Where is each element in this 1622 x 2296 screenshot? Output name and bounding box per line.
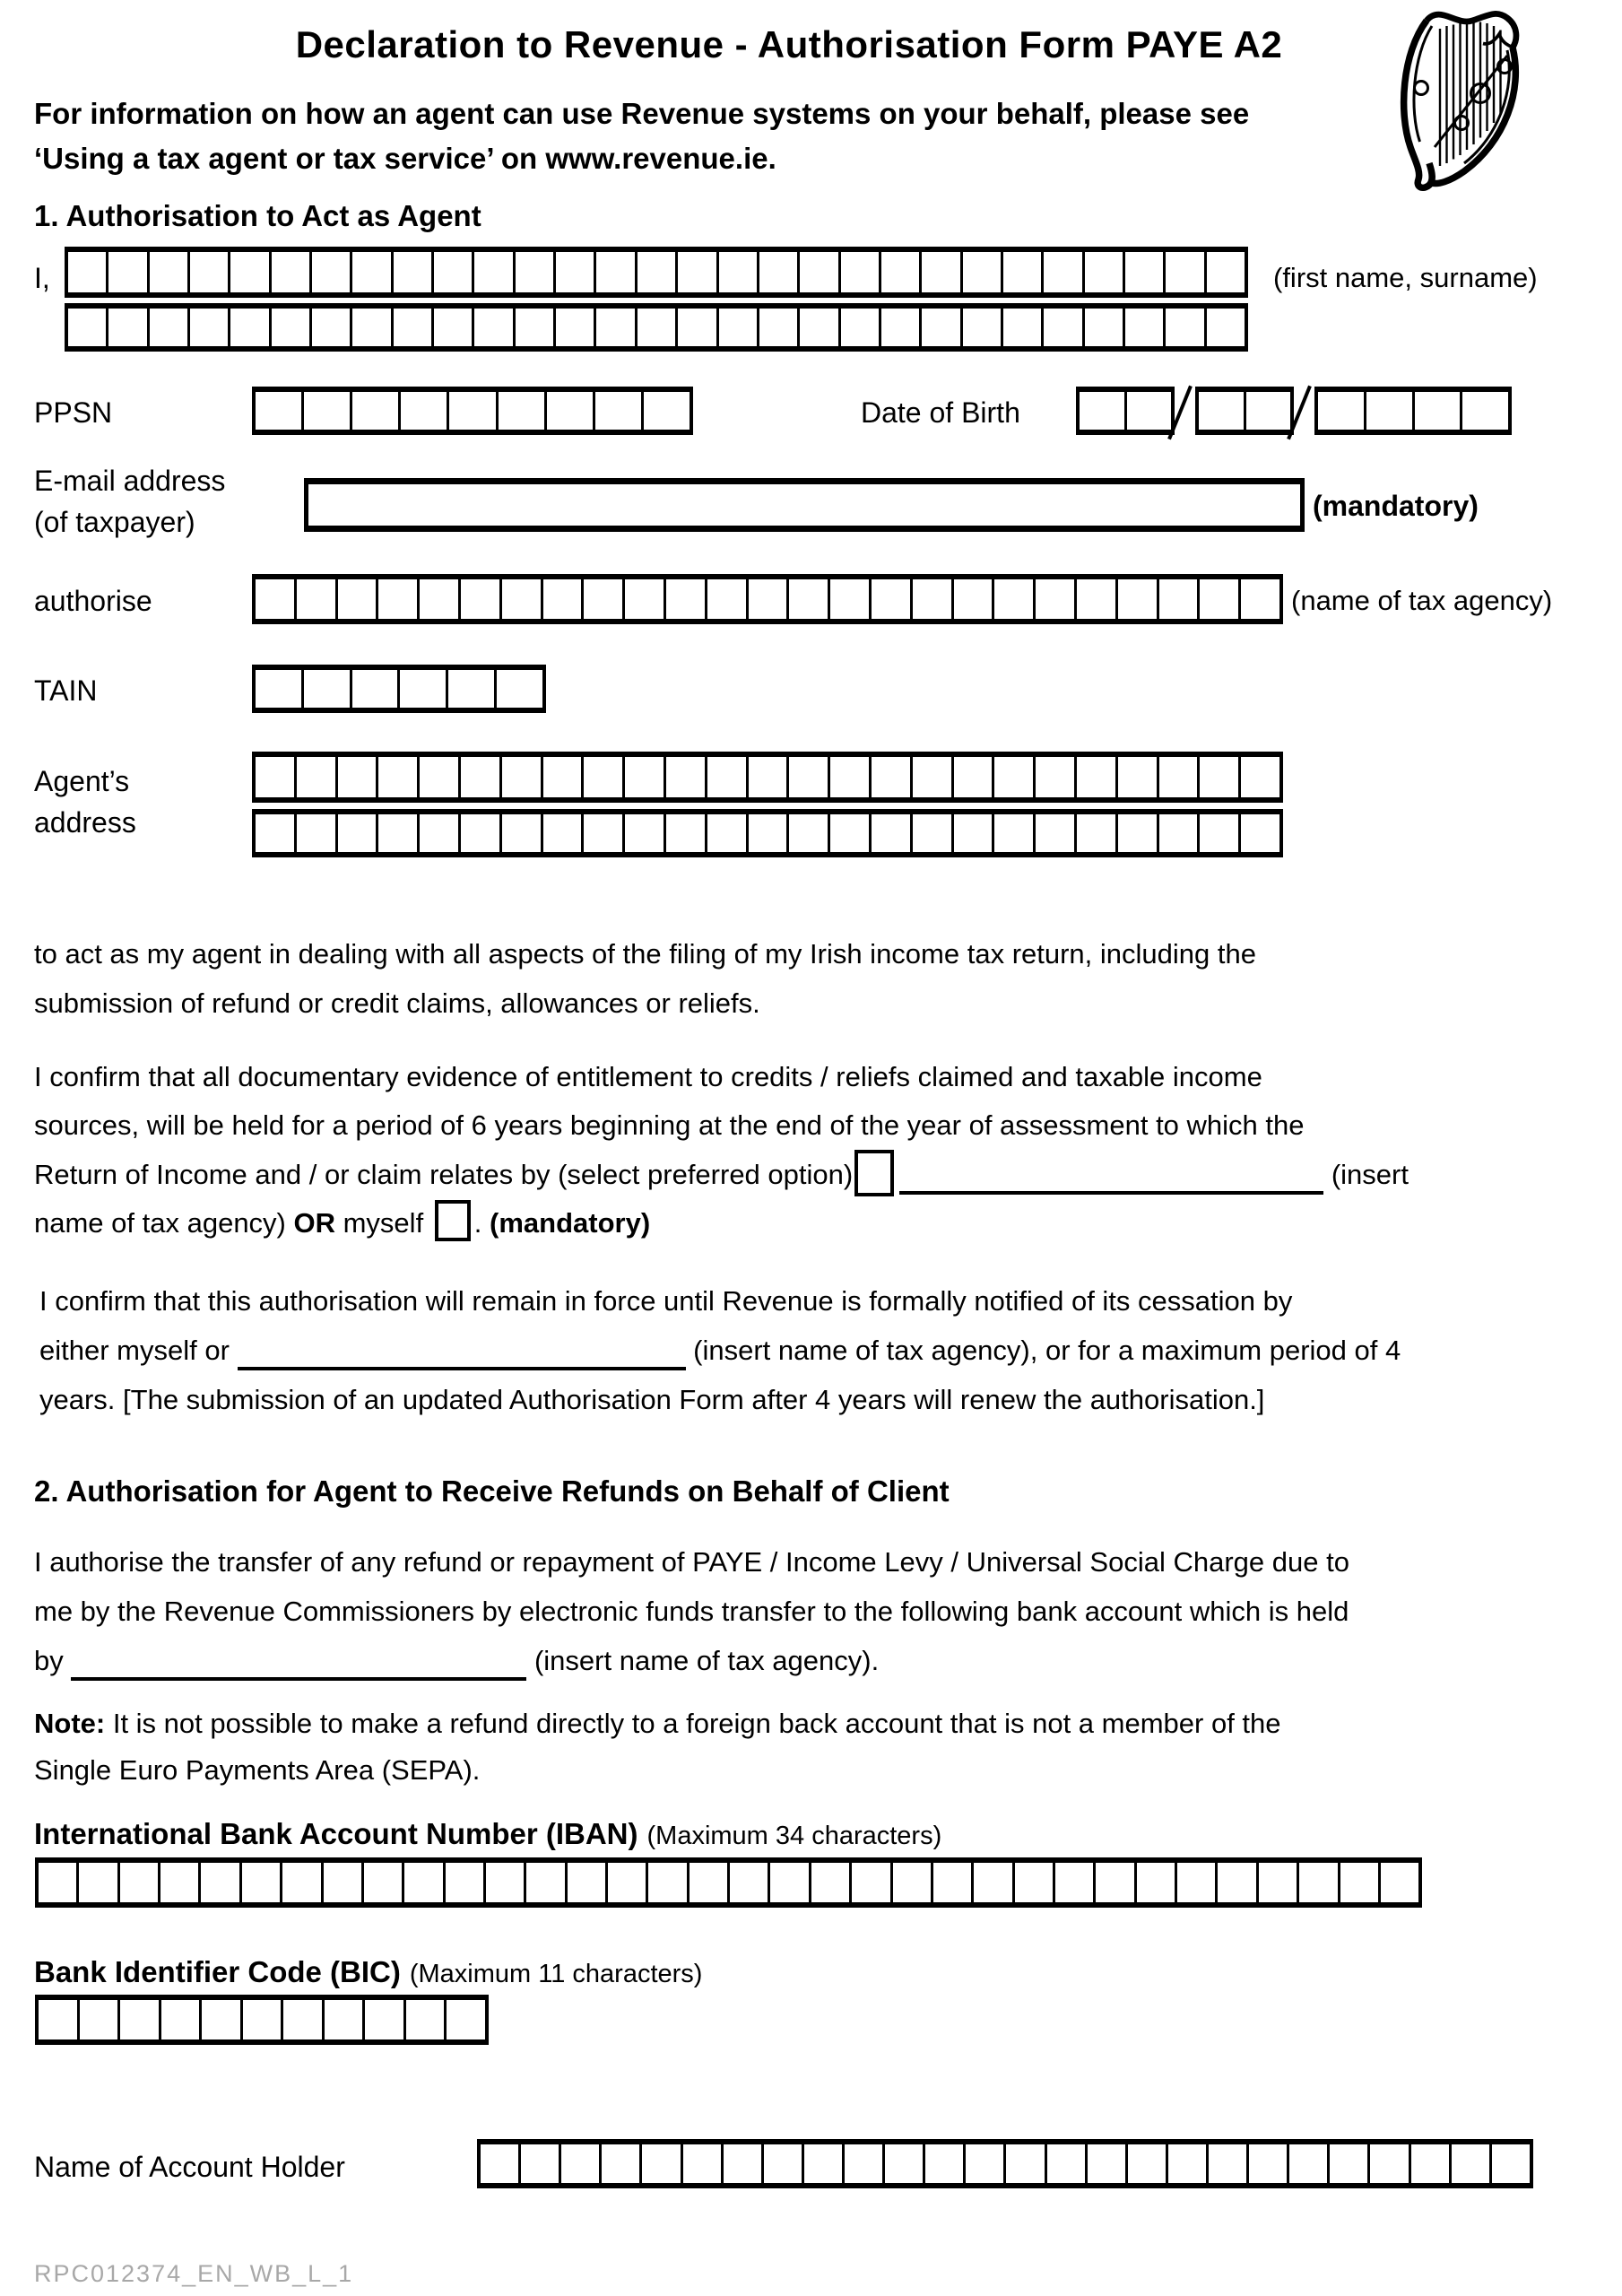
char-cell[interactable] bbox=[524, 1863, 564, 1902]
char-cell[interactable] bbox=[398, 392, 447, 430]
char-cell[interactable] bbox=[321, 1863, 361, 1902]
char-cell[interactable] bbox=[581, 757, 622, 797]
char-cell[interactable] bbox=[1338, 1863, 1378, 1902]
char-cell[interactable] bbox=[1074, 814, 1115, 852]
char-cell[interactable] bbox=[559, 2144, 599, 2183]
char-cell[interactable] bbox=[39, 2000, 77, 2039]
char-cell[interactable] bbox=[565, 1863, 605, 1902]
char-cell[interactable] bbox=[1489, 2144, 1530, 2183]
char-cell[interactable] bbox=[350, 670, 398, 708]
name-label: I, bbox=[34, 262, 50, 294]
char-cell[interactable] bbox=[951, 757, 993, 797]
insert-text: (insert bbox=[1323, 1159, 1409, 1190]
email-label-line1: E-mail address bbox=[34, 465, 226, 497]
dob-day-group[interactable] bbox=[1076, 387, 1175, 435]
char-cell[interactable] bbox=[1123, 309, 1163, 346]
char-cell[interactable] bbox=[716, 252, 757, 292]
char-cell[interactable] bbox=[444, 2000, 485, 2039]
char-cell[interactable] bbox=[1166, 2144, 1206, 2183]
char-cell[interactable] bbox=[239, 1863, 280, 1902]
char-cell[interactable] bbox=[1449, 2144, 1489, 2183]
duration-paragraph: I confirm that this authorisation will remain in force until Revenue is formally notified of its cessation by either myself or (insert name of tax agency), or for a maximum period of 4 years. [The submission of an updated Authorisation Form after 4 years will renew the authorisation.] bbox=[39, 1285, 1401, 1415]
char-cell[interactable] bbox=[705, 579, 746, 619]
char-cell[interactable] bbox=[641, 392, 690, 430]
bic-heading-text: Bank Identifier Code (BIC) bbox=[34, 1955, 401, 1988]
char-cell[interactable] bbox=[869, 757, 910, 797]
iban-hint: (Maximum 34 characters) bbox=[646, 1822, 942, 1850]
myself-checkbox[interactable] bbox=[435, 1200, 471, 1241]
tax-agency-name-row[interactable] bbox=[252, 574, 1283, 624]
char-cell[interactable] bbox=[417, 579, 458, 619]
char-cell[interactable] bbox=[1238, 814, 1279, 852]
sepa-note: Note: It is not possible to make a refund directly to a foreign back account that is not a member of the Single Euro Payments Area (SEPA). bbox=[34, 1708, 1281, 1786]
char-cell[interactable] bbox=[431, 309, 472, 346]
intro-text: For information on how an agent can use Revenue systems on your behalf, please see ‘Using a tax agent or tax service’ on www.revenue.ie. bbox=[34, 97, 1250, 175]
select-option-text: Return of Income and / or claim relates by (select preferred option) bbox=[34, 1159, 854, 1190]
char-cell[interactable] bbox=[910, 757, 951, 797]
char-cell[interactable] bbox=[721, 2144, 761, 2183]
char-cell[interactable] bbox=[541, 814, 582, 852]
char-cell[interactable] bbox=[256, 814, 294, 852]
agent-address-row-2[interactable] bbox=[252, 809, 1283, 857]
char-cell[interactable] bbox=[828, 814, 869, 852]
char-cell[interactable] bbox=[951, 814, 993, 852]
account-holder-label: Name of Account Holder bbox=[34, 2151, 345, 2183]
email-input[interactable] bbox=[304, 478, 1305, 532]
char-cell[interactable] bbox=[1003, 2144, 1044, 2183]
char-cell[interactable] bbox=[553, 309, 594, 346]
char-cell[interactable] bbox=[879, 252, 919, 292]
char-cell[interactable] bbox=[1378, 1863, 1418, 1902]
char-cell[interactable] bbox=[992, 814, 1033, 852]
char-cell[interactable] bbox=[879, 309, 919, 346]
char-cell[interactable] bbox=[639, 2144, 680, 2183]
char-cell[interactable] bbox=[335, 757, 377, 797]
form-reference-code: RPC012374_EN_WB_L_1 bbox=[34, 2260, 354, 2287]
or-text: OR bbox=[293, 1207, 335, 1239]
char-cell[interactable] bbox=[1163, 309, 1203, 346]
char-cell[interactable] bbox=[301, 670, 350, 708]
ppsn-row[interactable] bbox=[252, 387, 693, 435]
char-cell[interactable] bbox=[705, 757, 746, 797]
char-cell[interactable] bbox=[797, 309, 837, 346]
char-cell[interactable] bbox=[1318, 392, 1364, 430]
char-cell[interactable] bbox=[499, 814, 541, 852]
char-cell[interactable] bbox=[1364, 392, 1412, 430]
irish-harp-logo bbox=[1392, 7, 1531, 196]
char-cell[interactable] bbox=[39, 1863, 76, 1902]
char-cell[interactable] bbox=[198, 1863, 239, 1902]
bic-heading bbox=[34, 1955, 702, 1989]
char-cell[interactable] bbox=[1124, 392, 1172, 430]
char-cell[interactable] bbox=[1085, 2144, 1125, 2183]
char-cell[interactable] bbox=[1199, 392, 1244, 430]
char-cell[interactable] bbox=[187, 309, 228, 346]
char-cell[interactable] bbox=[544, 392, 593, 430]
char-cell[interactable] bbox=[240, 2000, 282, 2039]
form-title: Declaration to Revenue - Authorisation Form PAYE A2 bbox=[295, 23, 1283, 65]
char-cell[interactable] bbox=[187, 252, 228, 292]
account-holder-row[interactable] bbox=[477, 2139, 1533, 2188]
char-cell[interactable] bbox=[1123, 252, 1163, 292]
char-cell[interactable] bbox=[992, 579, 1033, 619]
char-cell[interactable] bbox=[256, 757, 294, 797]
char-cell[interactable] bbox=[849, 1863, 889, 1902]
char-cell[interactable] bbox=[910, 814, 951, 852]
char-cell[interactable] bbox=[1157, 579, 1198, 619]
char-cell[interactable] bbox=[481, 2144, 518, 2183]
char-cell[interactable] bbox=[593, 392, 641, 430]
char-cell[interactable] bbox=[919, 309, 959, 346]
tain-row[interactable] bbox=[252, 665, 546, 713]
char-cell[interactable] bbox=[472, 309, 512, 346]
char-cell[interactable] bbox=[376, 757, 417, 797]
char-cell[interactable] bbox=[76, 1863, 117, 1902]
char-cell[interactable] bbox=[890, 1863, 931, 1902]
note-text-line1: It is not possible to make a refund directly to a foreign back account that is not a member of the bbox=[105, 1708, 1281, 1739]
char-cell[interactable] bbox=[376, 814, 417, 852]
char-cell[interactable] bbox=[761, 2144, 802, 2183]
char-cell[interactable] bbox=[199, 2000, 240, 2039]
char-cell[interactable] bbox=[499, 757, 541, 797]
agent-address-row-1[interactable] bbox=[252, 752, 1283, 803]
char-cell[interactable] bbox=[350, 392, 398, 430]
char-cell[interactable] bbox=[1041, 252, 1081, 292]
char-cell[interactable] bbox=[147, 309, 187, 346]
char-cell[interactable] bbox=[757, 309, 797, 346]
char-cell[interactable] bbox=[496, 392, 544, 430]
char-cell[interactable] bbox=[1074, 757, 1115, 797]
char-cell[interactable] bbox=[1033, 814, 1074, 852]
mandatory-text: (mandatory) bbox=[490, 1207, 651, 1239]
dob-label: Date of Birth bbox=[861, 396, 1020, 429]
char-cell[interactable] bbox=[147, 252, 187, 292]
char-cell[interactable] bbox=[1074, 579, 1115, 619]
char-cell[interactable] bbox=[992, 757, 1033, 797]
char-cell[interactable] bbox=[1244, 392, 1291, 430]
char-cell[interactable] bbox=[675, 309, 716, 346]
char-cell[interactable] bbox=[472, 252, 512, 292]
char-cell[interactable] bbox=[1412, 392, 1461, 430]
tain-label: TAIN bbox=[34, 674, 98, 707]
char-cell[interactable] bbox=[335, 814, 377, 852]
char-cell[interactable] bbox=[397, 670, 446, 708]
char-cell[interactable] bbox=[687, 1863, 727, 1902]
char-cell[interactable] bbox=[269, 309, 309, 346]
char-cell[interactable] bbox=[458, 757, 499, 797]
char-cell[interactable] bbox=[1001, 252, 1041, 292]
char-cell[interactable] bbox=[1080, 392, 1124, 430]
char-cell[interactable] bbox=[768, 1863, 808, 1902]
agent-scope-paragraph: to act as my agent in dealing with all aspects of the filing of my Irish income tax return, including the submission of refund or credit claims, allowances or reliefs. bbox=[34, 938, 1256, 1019]
char-cell[interactable] bbox=[499, 579, 541, 619]
char-cell[interactable] bbox=[1287, 2144, 1327, 2183]
char-cell[interactable] bbox=[828, 579, 869, 619]
char-cell[interactable] bbox=[68, 309, 106, 346]
char-cell[interactable] bbox=[675, 252, 716, 292]
bic-hint: (Maximum 11 characters) bbox=[409, 1960, 703, 1988]
char-cell[interactable] bbox=[746, 579, 787, 619]
char-cell[interactable] bbox=[960, 309, 1001, 346]
iban-heading-text: International Bank Account Number (IBAN) bbox=[34, 1817, 638, 1850]
char-cell[interactable] bbox=[869, 814, 910, 852]
char-cell[interactable] bbox=[391, 309, 431, 346]
insert-agency-text: (insert name of tax agency). bbox=[526, 1645, 880, 1676]
char-cell[interactable] bbox=[1053, 1863, 1093, 1902]
char-cell[interactable] bbox=[622, 579, 664, 619]
char-cell[interactable] bbox=[727, 1863, 768, 1902]
char-cell[interactable] bbox=[106, 309, 146, 346]
char-cell[interactable] bbox=[842, 2144, 882, 2183]
char-cell[interactable] bbox=[971, 1863, 1011, 1902]
char-cell[interactable] bbox=[1163, 252, 1203, 292]
myself-text: myself bbox=[335, 1207, 431, 1239]
name-hint: (first name, surname) bbox=[1273, 262, 1538, 293]
char-cell[interactable] bbox=[605, 1863, 646, 1902]
char-cell[interactable] bbox=[622, 757, 664, 797]
char-cell[interactable] bbox=[786, 814, 828, 852]
char-cell[interactable] bbox=[269, 252, 309, 292]
iban-row[interactable] bbox=[35, 1857, 1422, 1908]
char-cell[interactable] bbox=[923, 2144, 963, 2183]
agent-address-label-line1: Agent’s bbox=[34, 765, 130, 797]
char-cell[interactable] bbox=[228, 252, 268, 292]
char-cell[interactable] bbox=[1197, 579, 1238, 619]
char-cell[interactable] bbox=[77, 2000, 118, 2039]
char-cell[interactable] bbox=[280, 1863, 320, 1902]
char-cell[interactable] bbox=[664, 579, 705, 619]
evidence-confirmation-paragraph: I confirm that all documentary evidence of entitlement to credits / reliefs claimed and taxable income sources, will be held for a period of 6 years beginning at the end of the year of assessment to which the Return of Income and / or claim relates by (select preferred option) (insert name of tax agency) OR myself . (mandatory) bbox=[34, 1053, 1409, 1248]
char-cell[interactable] bbox=[458, 814, 499, 852]
char-cell[interactable] bbox=[1197, 814, 1238, 852]
char-cell[interactable] bbox=[664, 814, 705, 852]
char-cell[interactable] bbox=[809, 1863, 849, 1902]
char-cell[interactable] bbox=[1157, 814, 1198, 852]
char-cell[interactable] bbox=[838, 252, 879, 292]
char-cell[interactable] bbox=[1215, 1863, 1255, 1902]
char-cell[interactable] bbox=[309, 309, 350, 346]
char-cell[interactable] bbox=[1134, 1863, 1175, 1902]
char-cell[interactable] bbox=[802, 2144, 842, 2183]
char-cell[interactable] bbox=[335, 579, 377, 619]
char-cell[interactable] bbox=[786, 757, 828, 797]
char-cell[interactable] bbox=[391, 252, 431, 292]
char-cell[interactable] bbox=[797, 252, 837, 292]
char-cell[interactable] bbox=[594, 309, 634, 346]
char-cell[interactable] bbox=[541, 579, 582, 619]
char-cell[interactable] bbox=[1238, 579, 1279, 619]
agent-address-label-line2: address bbox=[34, 806, 136, 839]
char-cell[interactable] bbox=[951, 579, 993, 619]
char-cell[interactable] bbox=[716, 309, 757, 346]
char-cell[interactable] bbox=[447, 392, 495, 430]
dob-year-group[interactable] bbox=[1314, 387, 1512, 435]
char-cell[interactable] bbox=[361, 1863, 402, 1902]
char-cell[interactable] bbox=[68, 252, 106, 292]
char-cell[interactable] bbox=[681, 2144, 721, 2183]
char-cell[interactable] bbox=[541, 757, 582, 797]
char-cell[interactable] bbox=[1012, 1863, 1053, 1902]
char-cell[interactable] bbox=[1125, 2144, 1166, 2183]
char-cell[interactable] bbox=[294, 814, 335, 852]
char-cell[interactable] bbox=[786, 579, 828, 619]
char-cell[interactable] bbox=[294, 757, 335, 797]
char-cell[interactable] bbox=[228, 309, 268, 346]
char-cell[interactable] bbox=[1204, 252, 1245, 292]
char-cell[interactable] bbox=[443, 1863, 483, 1902]
name-row-2[interactable] bbox=[65, 303, 1248, 352]
char-cell[interactable] bbox=[910, 579, 951, 619]
char-cell[interactable] bbox=[581, 579, 622, 619]
char-cell[interactable] bbox=[1082, 309, 1123, 346]
char-cell[interactable] bbox=[402, 1863, 442, 1902]
char-cell[interactable] bbox=[417, 757, 458, 797]
char-cell[interactable] bbox=[931, 1863, 971, 1902]
agency-name-blank[interactable] bbox=[899, 1178, 1323, 1195]
char-cell[interactable] bbox=[882, 2144, 923, 2183]
char-cell[interactable] bbox=[1297, 1863, 1337, 1902]
char-cell[interactable] bbox=[746, 814, 787, 852]
char-cell[interactable] bbox=[458, 579, 499, 619]
bic-row[interactable] bbox=[35, 1995, 489, 2045]
char-cell[interactable] bbox=[431, 252, 472, 292]
char-cell[interactable] bbox=[1460, 392, 1508, 430]
char-cell[interactable] bbox=[256, 579, 294, 619]
char-cell[interactable] bbox=[1082, 252, 1123, 292]
char-cell[interactable] bbox=[963, 2144, 1003, 2183]
char-cell[interactable] bbox=[622, 814, 664, 852]
char-cell[interactable] bbox=[1206, 2144, 1246, 2183]
char-cell[interactable] bbox=[417, 814, 458, 852]
char-cell[interactable] bbox=[159, 2000, 200, 2039]
char-cell[interactable] bbox=[350, 252, 390, 292]
char-cell[interactable] bbox=[1238, 757, 1279, 797]
char-cell[interactable] bbox=[705, 814, 746, 852]
char-cell[interactable] bbox=[256, 670, 301, 708]
char-cell[interactable] bbox=[1045, 2144, 1085, 2183]
char-cell[interactable] bbox=[301, 392, 350, 430]
char-cell[interactable] bbox=[919, 252, 959, 292]
char-cell[interactable] bbox=[581, 814, 622, 852]
char-cell[interactable] bbox=[1367, 2144, 1408, 2183]
char-cell[interactable] bbox=[635, 309, 675, 346]
section1-heading: 1. Authorisation to Act as Agent bbox=[34, 199, 481, 232]
char-cell[interactable] bbox=[746, 757, 787, 797]
char-cell[interactable] bbox=[309, 252, 350, 292]
char-cell[interactable] bbox=[838, 309, 879, 346]
char-cell[interactable] bbox=[646, 1863, 686, 1902]
char-cell[interactable] bbox=[1115, 757, 1157, 797]
char-cell[interactable] bbox=[1001, 309, 1041, 346]
char-cell[interactable] bbox=[599, 2144, 639, 2183]
name-row-1[interactable] bbox=[65, 247, 1248, 298]
email-mandatory-note: (mandatory) bbox=[1313, 490, 1479, 522]
cessation-agency-blank[interactable] bbox=[238, 1354, 686, 1370]
either-myself-text: either myself or bbox=[39, 1335, 238, 1366]
authorise-label: authorise bbox=[34, 585, 152, 617]
char-cell[interactable] bbox=[322, 2000, 363, 2039]
authorise-hint: (name of tax agency) bbox=[1291, 585, 1553, 616]
char-cell[interactable] bbox=[256, 392, 301, 430]
char-cell[interactable] bbox=[513, 309, 553, 346]
ppsn-label: PPSN bbox=[34, 396, 113, 429]
dob-month-group[interactable] bbox=[1195, 387, 1294, 435]
iban-heading bbox=[34, 1817, 941, 1851]
refund-transfer-paragraph: I authorise the transfer of any refund or repayment of PAYE / Income Levy / Universal Social Charge due to me by the Revenue Commissioners by electronic funds transfer to the following bank account which is held by (insert name of tax agency). bbox=[34, 1537, 1349, 1685]
char-cell[interactable] bbox=[553, 252, 594, 292]
char-cell[interactable] bbox=[483, 1863, 524, 1902]
char-cell[interactable] bbox=[494, 670, 542, 708]
char-cell[interactable] bbox=[1256, 1863, 1297, 1902]
char-cell[interactable] bbox=[1033, 579, 1074, 619]
char-cell[interactable] bbox=[960, 252, 1001, 292]
char-cell[interactable] bbox=[446, 670, 494, 708]
char-cell[interactable] bbox=[869, 579, 910, 619]
period-text: . bbox=[473, 1207, 490, 1239]
agency-option-checkbox[interactable] bbox=[854, 1150, 894, 1196]
char-cell[interactable] bbox=[1197, 757, 1238, 797]
agency-or-text: name of tax agency) bbox=[34, 1207, 294, 1239]
char-cell[interactable] bbox=[1093, 1863, 1133, 1902]
char-cell[interactable] bbox=[294, 579, 335, 619]
char-cell[interactable] bbox=[362, 2000, 403, 2039]
char-cell[interactable] bbox=[1204, 309, 1245, 346]
refund-agency-blank[interactable] bbox=[71, 1665, 526, 1681]
char-cell[interactable] bbox=[117, 1863, 158, 1902]
char-cell[interactable] bbox=[403, 2000, 445, 2039]
section2-heading: 2. Authorisation for Agent to Receive Refunds on Behalf of Client bbox=[34, 1474, 950, 1508]
char-cell[interactable] bbox=[635, 252, 675, 292]
email-label-line2: (of taxpayer) bbox=[34, 506, 195, 538]
char-cell[interactable] bbox=[828, 757, 869, 797]
char-cell[interactable] bbox=[518, 2144, 559, 2183]
char-cell[interactable] bbox=[1033, 757, 1074, 797]
char-cell[interactable] bbox=[1246, 2144, 1287, 2183]
char-cell[interactable] bbox=[1327, 2144, 1367, 2183]
char-cell[interactable] bbox=[117, 2000, 159, 2039]
char-cell[interactable] bbox=[376, 579, 417, 619]
max-period-text: (insert name of tax agency), or for a maximum period of 4 bbox=[685, 1335, 1401, 1366]
char-cell[interactable] bbox=[281, 2000, 322, 2039]
char-cell[interactable] bbox=[1115, 814, 1157, 852]
char-cell[interactable] bbox=[1157, 757, 1198, 797]
held-by-text: by bbox=[34, 1645, 72, 1676]
char-cell[interactable] bbox=[1175, 1863, 1215, 1902]
char-cell[interactable] bbox=[350, 309, 390, 346]
char-cell[interactable] bbox=[594, 252, 634, 292]
char-cell[interactable] bbox=[1041, 309, 1081, 346]
char-cell[interactable] bbox=[1409, 2144, 1449, 2183]
note-label: Note: bbox=[34, 1708, 106, 1739]
char-cell[interactable] bbox=[664, 757, 705, 797]
char-cell[interactable] bbox=[106, 252, 146, 292]
char-cell[interactable] bbox=[513, 252, 553, 292]
char-cell[interactable] bbox=[1115, 579, 1157, 619]
char-cell[interactable] bbox=[158, 1863, 198, 1902]
char-cell[interactable] bbox=[757, 252, 797, 292]
